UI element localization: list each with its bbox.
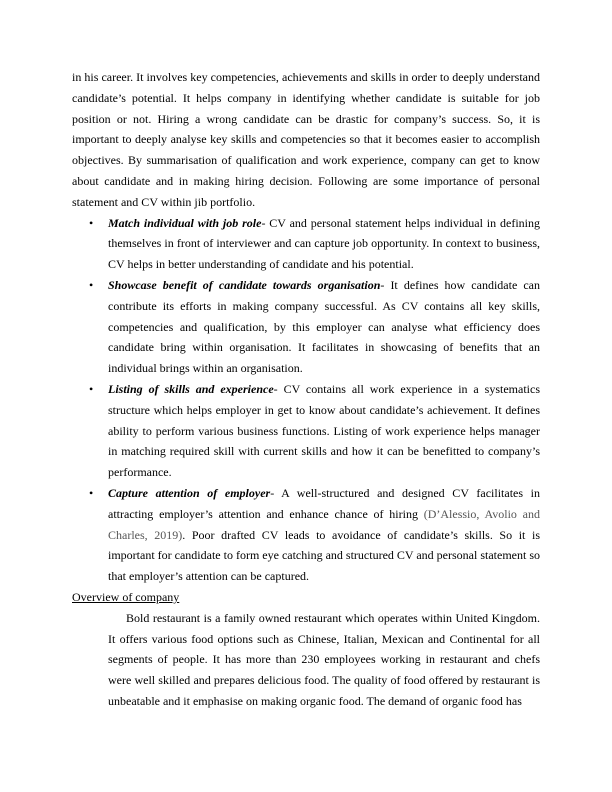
bullet-term: Listing of skills and experience (108, 381, 274, 396)
overview-paragraph: Bold restaurant is a family owned restaurant which operates within United Kingdom. It offers various food options such as Chinese, Italian, Mexican and Continental for all segments of people. It has more than 230 employees working in restaurant and chefs were well skilled and prepares delicious food. The quality of food offered by restaurant is unbeatable and it emphasise on making organic food. The demand of organic food has (108, 610, 540, 708)
bullet-term: Match individual with job role (108, 215, 262, 230)
importance-list (72, 213, 540, 587)
list-item (72, 483, 540, 587)
bullet-icon: • (89, 277, 94, 292)
bullet-term: Capture attention of employer (108, 485, 271, 500)
bullet-icon: • (89, 215, 94, 230)
bullet-icon: • (89, 485, 94, 500)
document-page (72, 67, 540, 712)
bullet-text: - A well-structured and designed CV facilitates in attracting employer’s attention and enhance chance of hiring (108, 485, 540, 521)
bullet-term: Showcase benefit of candidate towards organisation (108, 277, 381, 292)
section-heading: Overview of company (72, 589, 180, 604)
intro-paragraph: in his career. It involves key competencies, achievements and skills in order to deeply understand candidate’s potential. It helps company in identifying whether candidate is suitable for job position or not. Hiring a wrong candidate can be drastic for company’s success. So, it is important to deeply analyse key skills and competencies so that it becomes easier to accomplish objectives. By summarisation of qualification and work experience, company can get to know about candidate and in making hiring decision. Following are some importance of personal statement and CV within jib portfolio. (72, 70, 540, 209)
bullet-text: - It defines how candidate can contribute its efforts in making company successful. As CV contains all key skills, competencies and qualification, by this employer can analyse what efficiency does candidate bring within organisation. It facilitates in showcasing of benefits that an individual brings within an organisation. (108, 277, 540, 376)
citation: (D’Alessio, Avolio and Charles, 2019) (108, 506, 540, 542)
bullet-text: - CV contains all work experience in a systematics structure which helps employer in get to know about candidate’s achievement. It defines ability to perform various business functions. Listing of work experience helps manager in matching required skill with current skills and how it can be benefitted to company’s performance. (108, 381, 540, 480)
bullet-text: - CV and personal statement helps individual in defining themselves in front of interviewer and can capture job opportunity. In context to business, CV helps in better understanding of candidate and his potential. (108, 215, 540, 272)
list-item (72, 213, 540, 275)
bullet-icon: • (89, 381, 94, 396)
list-item (72, 379, 540, 483)
list-item (72, 275, 540, 379)
bullet-text-continued: . Poor drafted CV leads to avoidance of candidate’s skills. So it is important for candidate to form eye catching and structured CV and personal statement so that employer’s attention can be captured. (108, 527, 540, 584)
